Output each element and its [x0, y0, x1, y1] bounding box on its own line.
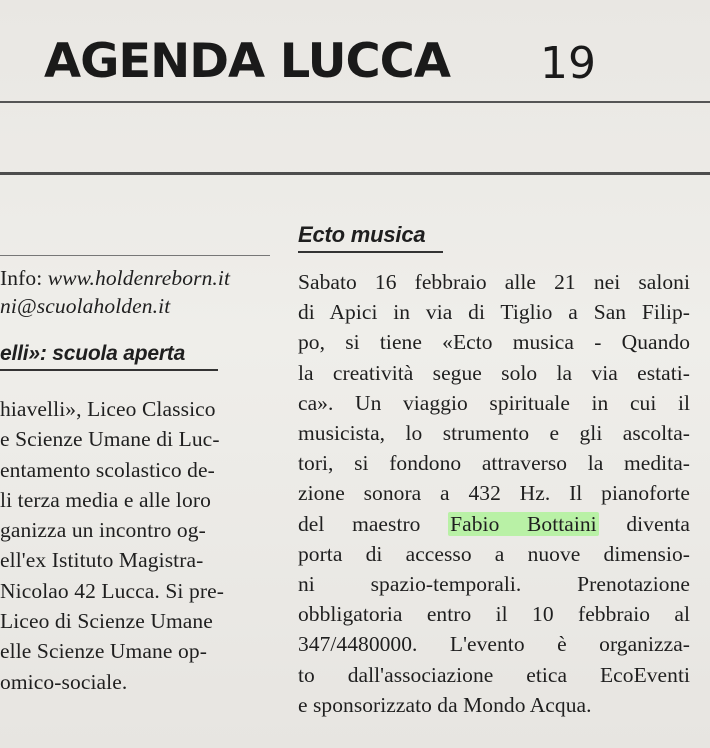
ecto-musica-article: [298, 222, 690, 720]
highlighted-name: Fabio Bottaini: [450, 511, 597, 536]
text-line-with-highlight: [298, 509, 690, 539]
left-article-heading: elli»: scuola aperta: [0, 342, 218, 371]
page-number: 19: [540, 38, 596, 89]
info-url: www.holdenreborn.it: [47, 266, 231, 290]
left-article-body: [0, 394, 224, 697]
text-line: obbligatoria entro il 10 febbraio al: [298, 602, 690, 627]
text-line: hiavelli», Liceo Classico: [0, 397, 216, 421]
text-line: ganizza un incontro og-: [0, 518, 206, 543]
text-line: ell'ex Istituto Magistra-: [0, 548, 204, 573]
section-rule: [0, 172, 710, 175]
text-line: la creatività segue solo la via estati-: [298, 360, 690, 385]
info-email: ni@scuolaholden.it: [0, 294, 171, 318]
text-line: e sponsorizzato da Mondo Acqua.: [298, 692, 592, 717]
info-label: Info:: [0, 266, 43, 290]
text-line: elle Scienze Umane op-: [0, 639, 207, 664]
text-line: omico-sociale.: [0, 669, 128, 694]
text-fragment: del maestro: [298, 511, 421, 536]
text-line: 347/4480000. L'evento è organizza-: [298, 632, 690, 657]
text-line: Sabato 16 febbraio alle 21 nei saloni: [298, 270, 690, 294]
text-line: entamento scolastico de-: [0, 457, 215, 482]
header-rule: [0, 101, 710, 103]
info-block: [0, 264, 230, 320]
article-heading: Ecto musica: [298, 222, 443, 253]
text-line: ca». Un viaggio spirituale in cui il: [298, 390, 690, 415]
text-line: di Apici in via di Tiglio a San Filip-: [298, 300, 690, 325]
text-line: musicista, lo strumento e gli ascolta-: [298, 421, 690, 446]
info-line: [0, 264, 230, 292]
text-line: porta di accesso a nuove dimensio-: [298, 541, 690, 566]
left-column: [0, 250, 275, 730]
text-line: tori, si fondono attraverso la medita-: [298, 451, 690, 476]
text-line: ni spazio-temporali. Prenotazione: [298, 572, 690, 597]
text-line: zione sonora a 432 Hz. Il pianoforte: [298, 481, 690, 506]
text-line: po, si tiene «Ecto musica - Quando: [298, 330, 690, 355]
text-line: Nicolao 42 Lucca. Si pre-: [0, 578, 224, 603]
article-body: [298, 267, 690, 720]
text-line: Liceo di Scienze Umane: [0, 609, 213, 634]
section-title: AGENDA LUCCA: [44, 34, 450, 89]
text-fragment: diventa: [626, 511, 690, 536]
text-line: to dall'associazione etica EcoEventi: [298, 662, 690, 687]
text-line: e Scienze Umane di Luc-: [0, 427, 220, 452]
text-line: li terza media e alle loro: [0, 487, 211, 512]
